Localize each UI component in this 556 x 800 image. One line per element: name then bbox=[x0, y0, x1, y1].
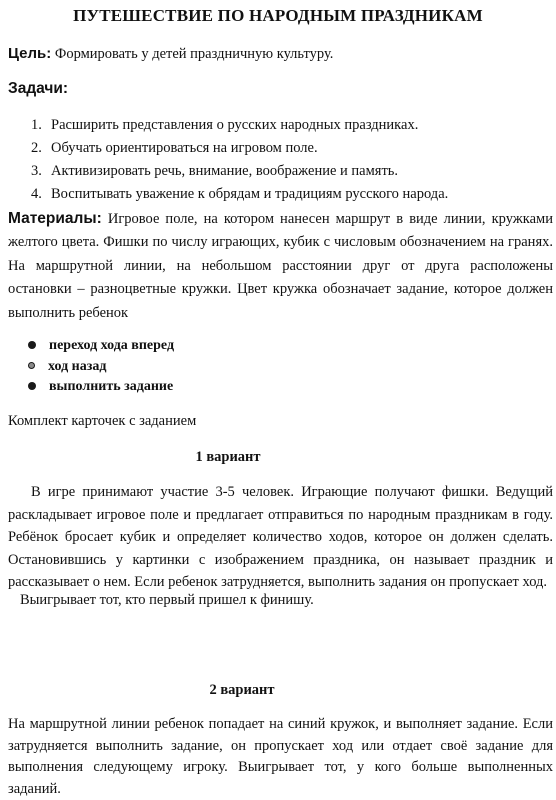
variant1-paragraph: В игре принимают участие 3-5 человек. Играющие получают фишки. Ведущий раскладывает игровое поле и предлагает отправиться по народным праздникам в году. Ребёнок бросает кубик и определяет количество ходов, которое он должен сделать. Остановившись у картинки с изображением праздника, он называет праздник и рассказывает о нем. Если ребенок затрудняется, выполнить задания он пропускает ход. bbox=[8, 484, 553, 591]
variant1-heading: 1 вариант bbox=[195, 449, 261, 465]
task-text: Воспитывать уважение к обрядам и традициям русского народа. bbox=[51, 186, 449, 202]
legend-item bbox=[28, 336, 174, 357]
materials-text: Игровое поле, на котором нанесен маршрут в виде линии, кружками желтого цвета. Фишки по числу играющих, кубик с числовым обозначением на гранях. На маршрутной линии, на небольшом расстоянии друг от друга расположены остановки – разноцветные кружки. Цвет кружка обозначает задание, которое должен выполнить ребенок bbox=[8, 211, 553, 321]
card-set-line: Комплект карточек с заданием bbox=[8, 413, 197, 429]
task-number: 4. bbox=[31, 186, 42, 202]
materials-label: Материалы: bbox=[8, 210, 102, 227]
goal-text: Формировать у детей праздничную культуру. bbox=[51, 46, 334, 62]
legend-text: выполнить задание bbox=[49, 379, 174, 394]
variant2-heading: 2 вариант bbox=[209, 682, 275, 698]
tasks-list bbox=[31, 114, 551, 206]
task-item bbox=[31, 114, 551, 137]
task-number: 2. bbox=[31, 140, 42, 156]
legend-item bbox=[28, 377, 174, 398]
task-item bbox=[31, 160, 551, 183]
legend-item bbox=[28, 357, 174, 378]
ring-circle-icon bbox=[28, 362, 35, 369]
filled-circle-icon bbox=[28, 341, 36, 349]
task-text: Активизировать речь, внимание, воображение и память. bbox=[51, 163, 399, 179]
legend-list bbox=[28, 336, 174, 398]
filled-circle-icon bbox=[28, 382, 36, 390]
task-number: 1. bbox=[31, 117, 42, 133]
page-title: ПУТЕШЕСТВИЕ ПО НАРОДНЫМ ПРАЗДНИКАМ bbox=[73, 6, 483, 25]
goal-label: Цель: bbox=[8, 45, 52, 62]
task-text: Обучать ориентироваться на игровом поле. bbox=[51, 140, 318, 156]
legend-text: переход хода вперед bbox=[49, 338, 175, 353]
variant1-winner-line: Выигрывает тот, кто первый пришел к финишу. bbox=[20, 592, 314, 608]
tasks-heading: Задачи: bbox=[8, 80, 69, 97]
materials-paragraph bbox=[8, 207, 553, 325]
task-item bbox=[31, 183, 551, 206]
variant2-paragraph: На маршрутной линии ребенок попадает на синий кружок, и выполняет задание. Если затрудняется выполнить задание, он пропускает ход или отдает своё задание для выполнения следующему игроку. Выигрывает тот, у кого больше выполненных заданий. bbox=[8, 716, 553, 797]
task-item bbox=[31, 137, 551, 160]
task-number: 3. bbox=[31, 163, 42, 179]
legend-text: ход назад bbox=[48, 358, 107, 374]
goal-line bbox=[8, 45, 553, 63]
task-text: Расширить представления о русских народных праздниках. bbox=[51, 117, 419, 133]
